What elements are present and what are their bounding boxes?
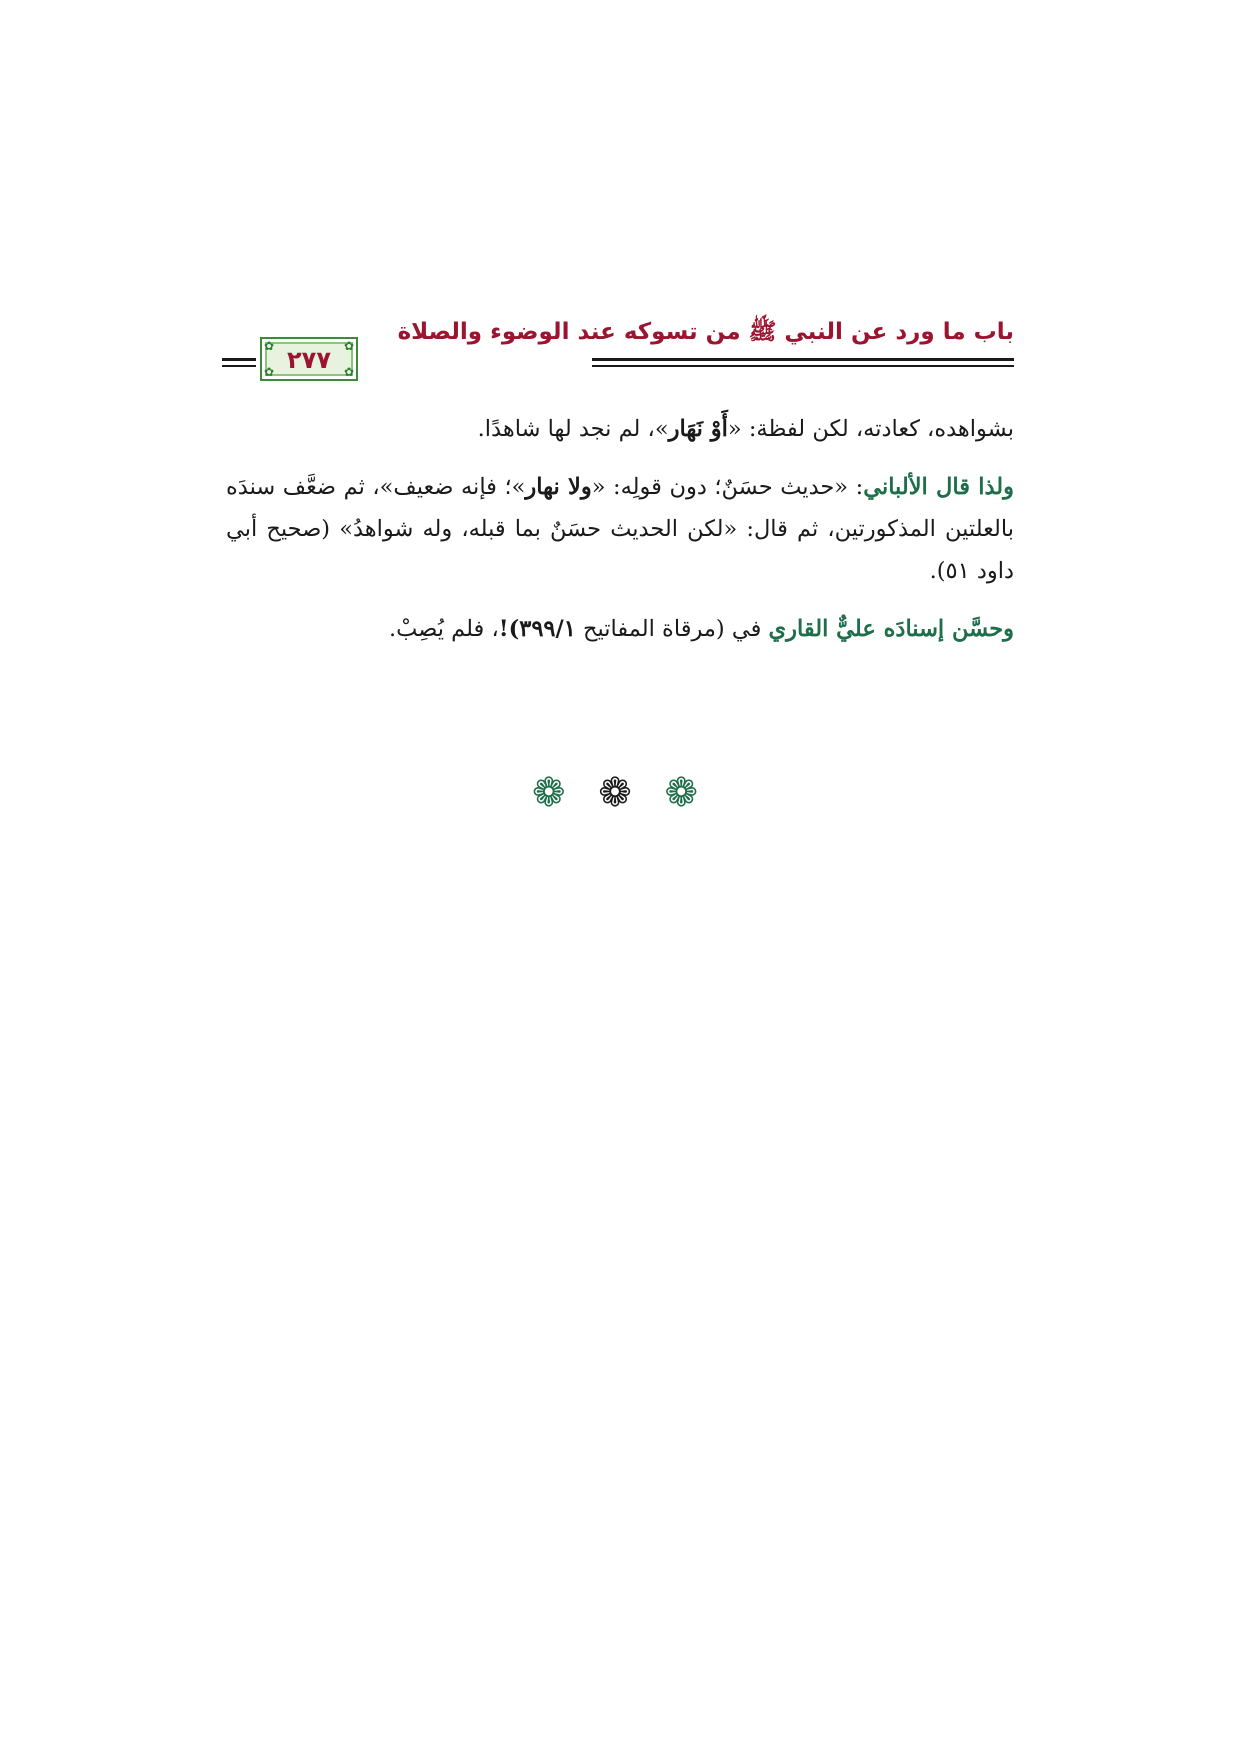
header-rule <box>222 358 256 361</box>
citation-reference: ٣٩٩/١)! <box>498 616 576 642</box>
paragraph <box>226 608 1014 650</box>
corner-ornament-icon: ✿ <box>264 365 275 379</box>
quoted-phrase: ولا نهار <box>525 474 592 500</box>
header-rule <box>222 365 256 367</box>
header-rule <box>592 365 1014 367</box>
text-run: : «حديث حسَنٌ؛ دون قولِه: « <box>591 474 864 500</box>
paragraph-lead: ولذا قال الألباني <box>863 474 1014 500</box>
flower-ornament-icon: ❁ <box>664 770 708 816</box>
section-end-ornaments <box>0 768 1240 818</box>
text-run: ، فلم يُصِبْ. <box>388 616 499 642</box>
running-header <box>222 314 1014 384</box>
corner-ornament-icon: ✿ <box>343 365 354 379</box>
page-number-badge <box>260 337 358 381</box>
text-run: »، لم نجد لها شاهدًا. <box>477 416 669 442</box>
corner-ornament-icon: ✿ <box>343 339 354 353</box>
flower-ornament-icon: ❁ <box>532 770 576 816</box>
text-run: في (مرقاة المفاتيح <box>575 616 769 642</box>
text-run: »؛ فإنه ضعيف»، ثم ضعَّف سندَه بالعلتين المذكورتين، ثم قال: «لكن الحديث حسَنٌ بما قبله، وله شواهدُ» (صحيح أبي داود ٥١). <box>226 474 1014 584</box>
paragraph <box>226 408 1014 450</box>
text-run: بشواهده، كعادته، لكن لفظة: « <box>727 416 1014 442</box>
quoted-phrase: أَوْ نَهَار <box>668 416 728 442</box>
corner-ornament-icon: ✿ <box>264 339 275 353</box>
paragraph <box>226 466 1014 592</box>
header-rule <box>592 358 1014 361</box>
chapter-title: باب ما ورد عن النبي ﷺ من تسوكه عند الوضوء والصلاة <box>397 319 1014 345</box>
page-number: ٢٧٧ <box>287 346 331 374</box>
body-text <box>226 408 1014 666</box>
flower-ornament-icon: ❁ <box>598 770 642 816</box>
paragraph-lead: وحسَّن إسنادَه عليٌّ القاري <box>768 616 1014 642</box>
